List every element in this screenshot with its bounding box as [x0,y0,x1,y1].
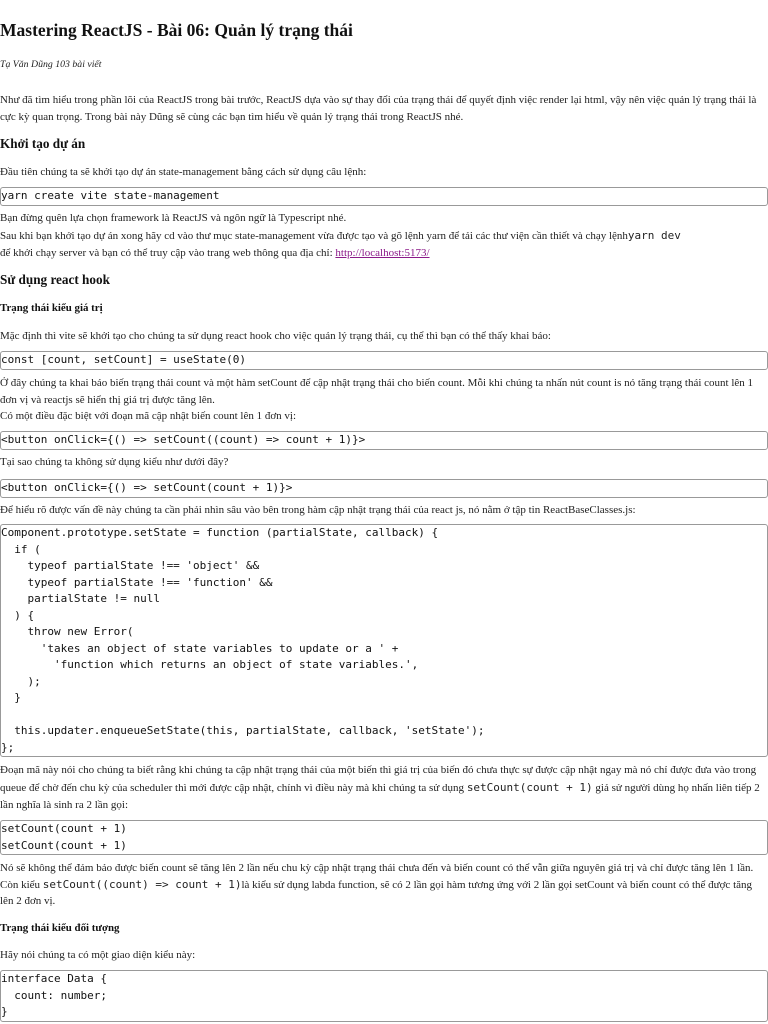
inline-code-setcount: setCount(count + 1) [466,781,593,794]
value-state-lead-paragraph: Mặc định thì vite sẽ khởi tạo cho chúng ta sử dụng react hook cho việc quản lý trạng thái, cụ thể thì bạn có thể thấy khai báo: [0,330,551,342]
question-paragraph: Tại sao chúng ta không sử dụng kiểu như dưới đây? [0,456,229,468]
lambda-text-after: là kiểu sử dụng labda function, sẽ có 2 lần gọi hàm tương ứng với 2 lần gọi setCount và biến count có thể được tăng lên 2 đơn vị. [0,878,753,907]
visit-instructions-text: để khởi chạy server và bạn có thể truy cập vào trang web thông qua địa chỉ: [0,247,336,259]
framework-reminder-text: Bạn đừng quên lựa chọn framework là ReactJS và ngôn ngữ là Typescript nhé. [0,212,347,224]
localhost-link[interactable]: http://localhost:5173/ [335,247,430,259]
code-block-create-command: yarn create vite state-management [0,187,768,206]
article-title: Mastering ReactJS - Bài 06: Quản lý trạng thái [0,20,353,40]
queue-text-before: Đoạn mã này nói cho chúng ta biết rằng khi chúng ta cập nhật trạng thái của một biến thì giá trị của biến đó chưa thực sự được cập nhật ngay mà nó chỉ được đưa vào trong queue để chờ đến chu kỳ của scheduler thì mới được cập nhật, chính vì điều này mà khi chúng ta sử dụng [0,764,757,794]
author-byline: Tạ Văn Dũng 103 bài viết [0,59,102,70]
section-heading-react-hook: Sử dụng react hook [0,272,110,287]
special-note-text: Có một điều đặc biệt với đoạn mã cập nhật biến count lên 1 đơn vị: [0,410,297,422]
source-intro-paragraph: Để hiểu rõ được vấn đề này chúng ta cần phải nhìn sâu vào bên trong hàm cập nhật trạng thái của react js, nó nằm ở tập tin ReactBaseClasses.js: [0,504,636,516]
code-block-direct-update: <button onClick={() => setCount(count + 1)}> [0,479,768,498]
inline-code-run-command: yarn dev [627,229,681,242]
code-block-setstate-source: Component.prototype.setState = function (partialState, callback) { if ( typeof partialState !== 'object' && typeof partialState !== 'function' && partialState != null ) { throw new Error( 'takes an object of state variables to update or a ' + 'function which returns an object of state variables.', ); } this.updater.enqueueSetState(this, partialState, callback, 'setState'); }; [0,524,768,757]
object-state-lead-paragraph: Hãy nói chúng ta có một giao diện kiểu này: [0,949,196,961]
setup-notes-paragraph [0,210,768,262]
code-block-functional-update: <button onClick={() => setCount((count) => count + 1)}> [0,431,768,450]
intro-paragraph: Như đã tìm hiểu trong phần lõi của ReactJS trong bài trước, ReactJS dựa vào sự thay đổi của trạng thái để quyết định việc render lại html, vậy nên việc quản lý trạng thái là cực kỳ quan trọng. Trong bài này Dũng sẽ cùng các bạn tìm hiểu về quản lý trạng thái trong ReactJS nhé. [0,94,757,123]
queue-text-after: giả sử người dùng họ nhấn liên tiếp 2 lần nghĩa là sinh ra 2 lần gọi: [0,782,760,811]
count-explanation-text: Ở đây chúng ta khai báo biến trạng thái count và một hàm setCount để cập nhật trạng thái cho biến count. Mỗi khi chúng ta nhấn nút count is nó tăng trạng thái count lên 1 đơn vị và reactjs sẽ hiển thị giá trị được tăng lên. [0,377,754,406]
subheading-object-state: Trạng thái kiểu đối tượng [0,922,120,934]
guarantee-text: Nó sẽ không thể đảm bảo được biến count sẽ tăng lên 2 lần nếu chu kỳ cập nhật trạng thái chưa đến và biến count có thể vẫn giữa nguyên giá trị và chỉ được tăng lên 1 lần. [0,862,754,874]
count-explanation-paragraph [0,375,768,425]
code-block-interface-data: interface Data { count: number; } [0,970,768,1022]
run-instructions-text: Sau khi bạn khởi tạo dự án xong hãy cd vào thư mục state-management vừa được tạo và gõ lệnh yarn để tải các thư viện cần thiết và chạy lệnh [0,230,628,242]
lambda-explanation-paragraph [0,860,768,910]
setup-lead-paragraph: Đầu tiên chúng ta sẽ khởi tạo dự án state-management bằng cách sử dụng câu lệnh: [0,166,367,178]
inline-code-lambda-setcount: setCount((count) => count + 1) [42,877,242,891]
lambda-text-before: Còn kiểu [0,878,43,891]
section-heading-project-setup: Khởi tạo dự án [0,136,86,151]
code-block-usestate-declaration: const [count, setCount] = useState(0) [0,351,768,370]
subheading-value-state: Trạng thái kiểu giá trị [0,302,103,314]
code-block-double-call: setCount(count + 1) setCount(count + 1) [0,820,768,855]
queue-explanation-paragraph [0,762,768,814]
